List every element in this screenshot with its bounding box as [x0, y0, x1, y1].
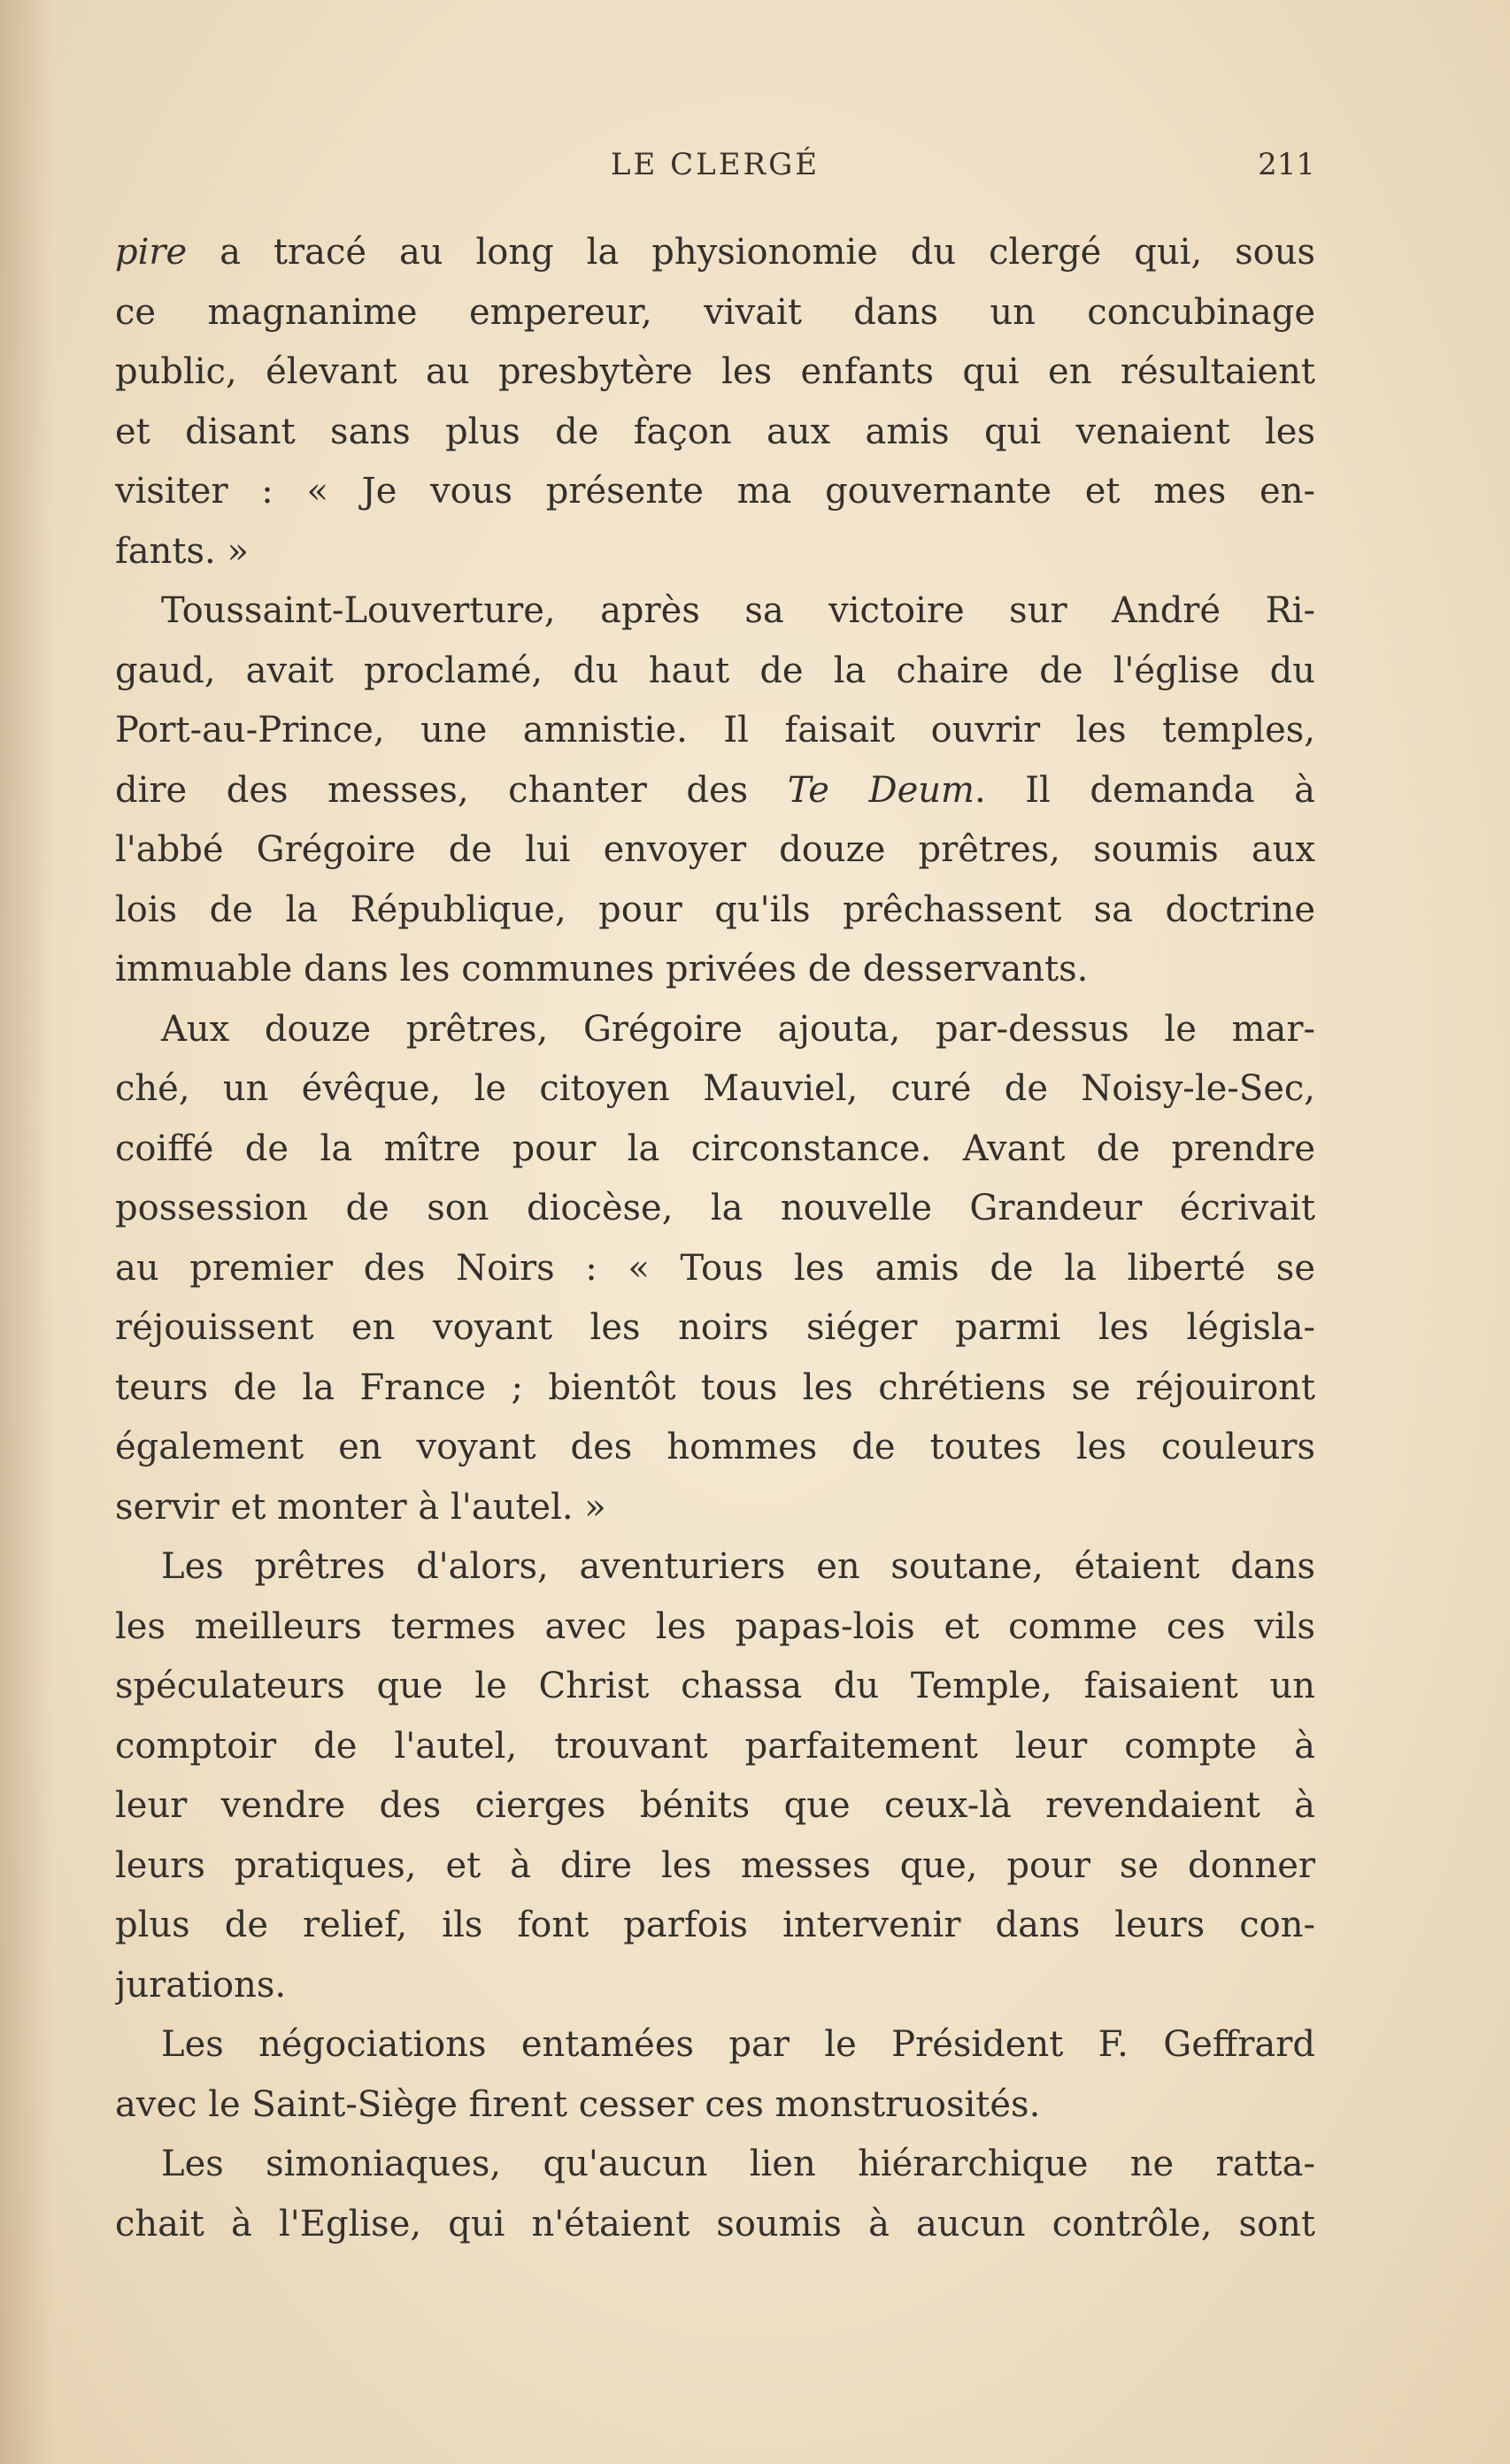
text-line [115, 2075, 1315, 2136]
text-line [115, 1537, 1315, 1598]
page-header [115, 147, 1315, 200]
line-text: Les simoniaques, qu'aucun lien hiérarchique ne ratta- [161, 2144, 1315, 2184]
line-text: fants. » [115, 530, 249, 572]
text-line [115, 1836, 1315, 1897]
line-text: l'abbé Grégoire de lui envoyer douze prêtres, soumis aux [115, 829, 1315, 870]
line-text: immuable dans les communes privées de desservants. [115, 949, 1089, 989]
line-text: plus de relief, ils font parfois intervenir dans leurs con- [115, 1905, 1315, 1945]
text-line [115, 343, 1315, 403]
text-line [115, 403, 1315, 463]
line-text: leurs pratiques, et à dire les messes que, pour se donner [115, 1844, 1315, 1886]
text-line [115, 1298, 1315, 1359]
italic-text: pire [115, 232, 188, 273]
line-text: ché, un évêque, le citoyen Mauviel, curé de Noisy-le-Sec, [115, 1068, 1315, 1109]
line-text: dire des messes, chanter des [115, 769, 788, 811]
line-text: lois de la République, pour qu'ils prêchassent sa doctrine [115, 889, 1315, 930]
text-line [115, 223, 1315, 283]
text-line [115, 1059, 1315, 1120]
text-line [115, 1359, 1315, 1419]
text-line [115, 940, 1315, 1000]
line-text: a tracé au long la physionomie du clergé qui, sous [187, 232, 1315, 273]
page-number: 211 [1258, 147, 1315, 182]
line-text: Les négociations entamées par le Président F. Geffrard [161, 2024, 1315, 2065]
text-line [115, 1478, 1315, 1538]
line-text: Toussaint-Louverture, après sa victoire sur André Ri- [161, 590, 1315, 631]
text-line [115, 1239, 1315, 1299]
line-text: avec le Saint-Siège firent cesser ces monstruosités. [115, 2083, 1041, 2125]
line-text: coiffé de la mître pour la circonstance. Avant de prendre [115, 1128, 1315, 1169]
line-text: les meilleurs termes avec les papas-lois et comme ces vils [115, 1605, 1315, 1647]
line-text: servir et monter à l'autel. » [115, 1486, 606, 1528]
text-line [115, 1000, 1315, 1060]
line-text: au premier des Noirs : « Tous les amis de la liberté se [115, 1247, 1315, 1289]
text-line [115, 1717, 1315, 1777]
line-text: spéculateurs que le Christ chassa du Temple, faisaient un [115, 1666, 1315, 1706]
line-text: réjouissent en voyant les noirs siéger parmi les législa- [115, 1307, 1315, 1348]
text-line [115, 462, 1315, 522]
text-line [115, 1776, 1315, 1836]
text-line [115, 701, 1315, 761]
text-line [115, 283, 1315, 343]
text-line [115, 1179, 1315, 1239]
text-line [115, 1896, 1315, 1956]
text-line [115, 1956, 1315, 2016]
line-text: également en voyant des hommes de toutes les couleurs [115, 1427, 1315, 1467]
line-text: comptoir de l'autel, trouvant parfaitement leur compte à [115, 1725, 1315, 1767]
line-text: visiter : « Je vous présente ma gouvernante et mes en- [115, 471, 1315, 512]
text-line [115, 581, 1315, 642]
page-gutter-shadow [0, 0, 53, 2464]
line-text: . Il demanda à [974, 769, 1315, 811]
line-text: Les prêtres d'alors, aventuriers en soutane, étaient dans [161, 1546, 1315, 1587]
line-text: ce magnanime empereur, vivait dans un concubinage [115, 291, 1315, 333]
text-line [115, 881, 1315, 941]
text-line [115, 820, 1315, 881]
body-text [115, 223, 1315, 2254]
line-text: possession de son diocèse, la nouvelle Grandeur écrivait [115, 1188, 1315, 1228]
text-line [115, 2135, 1315, 2195]
line-text: chait à l'Eglise, qui n'étaient soumis à aucun contrôle, sont [115, 2203, 1315, 2245]
line-text: et disant sans plus de façon aux amis qui venaient les [115, 411, 1315, 452]
text-line [115, 2015, 1315, 2075]
text-line [115, 2195, 1315, 2255]
line-text: gaud, avait proclamé, du haut de la chaire de l'église du [115, 650, 1315, 691]
text-line [115, 1657, 1315, 1717]
text-line [115, 1598, 1315, 1658]
italic-text: Te Deum [787, 769, 975, 811]
line-text: jurations. [115, 1964, 287, 2006]
text-line [115, 1418, 1315, 1478]
text-line [115, 522, 1315, 582]
line-text: public, élevant au presbytère les enfants qui en résultaient [115, 351, 1315, 392]
line-text: Aux douze prêtres, Grégoire ajouta, par-dessus le mar- [161, 1008, 1315, 1050]
text-line [115, 642, 1315, 702]
running-title: LE CLERGÉ [610, 147, 820, 182]
line-text: teurs de la France ; bientôt tous les chrétiens se réjouiront [115, 1367, 1315, 1408]
line-text: Port-au-Prince, une amnistie. Il faisait ouvrir les temples, [115, 710, 1315, 751]
text-line [115, 761, 1315, 821]
text-line [115, 1120, 1315, 1180]
line-text: leur vendre des cierges bénits que ceux-là revendaient à [115, 1785, 1315, 1826]
